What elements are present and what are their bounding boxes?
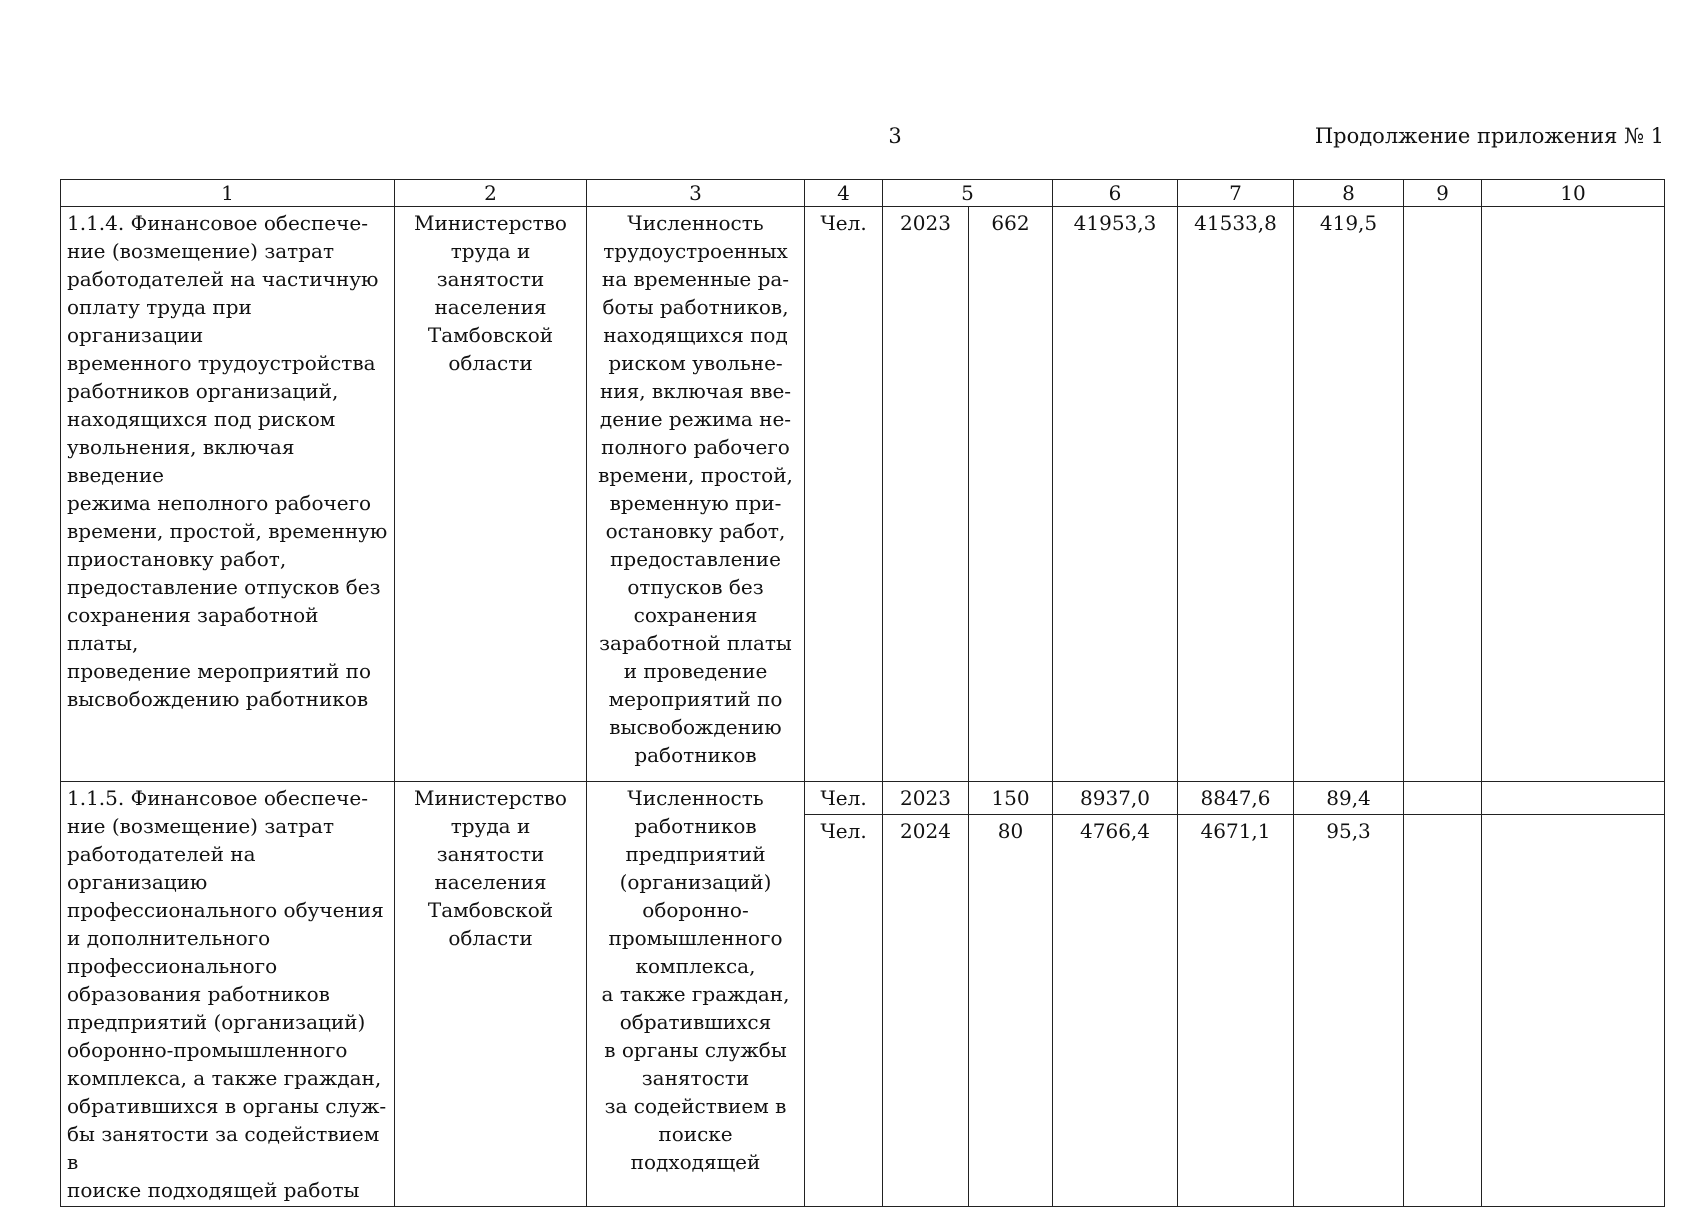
column-header: 1 <box>61 180 395 207</box>
column-header: 4 <box>805 180 883 207</box>
indicator-value-cell: 80 <box>969 815 1053 1207</box>
column-header: 9 <box>1404 180 1482 207</box>
column-10-cell <box>1482 782 1665 815</box>
column-7-cell: 4671,1 <box>1178 815 1294 1207</box>
result-indicator: Численность работников предприятий (организаций) оборонно- промышленного комплекса, а также граждан, обратившихся в органы службы занятости за содействием в поиске подходящей <box>587 782 805 1207</box>
column-9-cell <box>1404 782 1482 815</box>
column-header: 2 <box>395 180 587 207</box>
unit-cell: Чел. <box>805 782 883 815</box>
responsible-executor: Министерство труда и занятости населения Тамбовской области <box>395 782 587 1207</box>
table-row <box>61 207 1665 782</box>
indicator-value-cell: 662 <box>969 207 1053 782</box>
column-8-cell: 95,3 <box>1294 815 1404 1207</box>
column-header: 7 <box>1178 180 1294 207</box>
year-cell: 2024 <box>883 815 969 1207</box>
column-6-cell: 41953,3 <box>1053 207 1178 782</box>
appendix-table <box>60 179 1665 1207</box>
column-7-cell: 8847,6 <box>1178 782 1294 815</box>
column-header: 6 <box>1053 180 1178 207</box>
column-header: 3 <box>587 180 805 207</box>
responsible-executor: Министерство труда и занятости населения Тамбовской области <box>395 207 587 782</box>
measure-description: 1.1.5. Финансовое обеспече- ние (возмещение) затрат работодателей на организацию профессионального обучения и дополнительного профессионального образования работников предприятий (организаций) оборонно-промышленного комплекса, а также граждан, обратившихся в органы служ- бы занятости за содействием в поиске подходящей работы <box>61 782 395 1207</box>
year-cell: 2023 <box>883 782 969 815</box>
column-9-cell <box>1404 815 1482 1207</box>
table-header-row <box>61 180 1665 207</box>
column-6-cell: 4766,4 <box>1053 815 1178 1207</box>
measure-description: 1.1.4. Финансовое обеспече- ние (возмещение) затрат работодателей на частичную оплату труда при организации временного трудоустройства работников организаций, находящихся под риском увольнения, включая введение режима неполного рабочего времени, простой, временную приостановку работ, предоставление отпусков без сохранения заработной платы, проведение мероприятий по высвобождению работников <box>61 207 395 782</box>
column-header: 10 <box>1482 180 1665 207</box>
column-10-cell <box>1482 207 1665 782</box>
column-8-cell: 419,5 <box>1294 207 1404 782</box>
column-header: 8 <box>1294 180 1404 207</box>
result-indicator: Численность трудоустроенных на временные ра- боты работников, находящихся под риском увольне- ния, включая вве- дение режима не- полного рабочего времени, простой, временную при- остановку работ, предоставление отпусков без сохранения заработной платы и проведение мероприятий по высвобождению работников <box>587 207 805 782</box>
unit-cell: Чел. <box>805 815 883 1207</box>
unit-cell: Чел. <box>805 207 883 782</box>
column-9-cell <box>1404 207 1482 782</box>
table-row <box>61 782 1665 815</box>
column-7-cell: 41533,8 <box>1178 207 1294 782</box>
column-header: 5 <box>883 180 1053 207</box>
column-10-cell <box>1482 815 1665 1207</box>
appendix-continuation-label: Продолжение приложения № 1 <box>1314 124 1664 148</box>
page-number: 3 <box>888 124 902 148</box>
column-8-cell: 89,4 <box>1294 782 1404 815</box>
column-6-cell: 8937,0 <box>1053 782 1178 815</box>
indicator-value-cell: 150 <box>969 782 1053 815</box>
year-cell: 2023 <box>883 207 969 782</box>
